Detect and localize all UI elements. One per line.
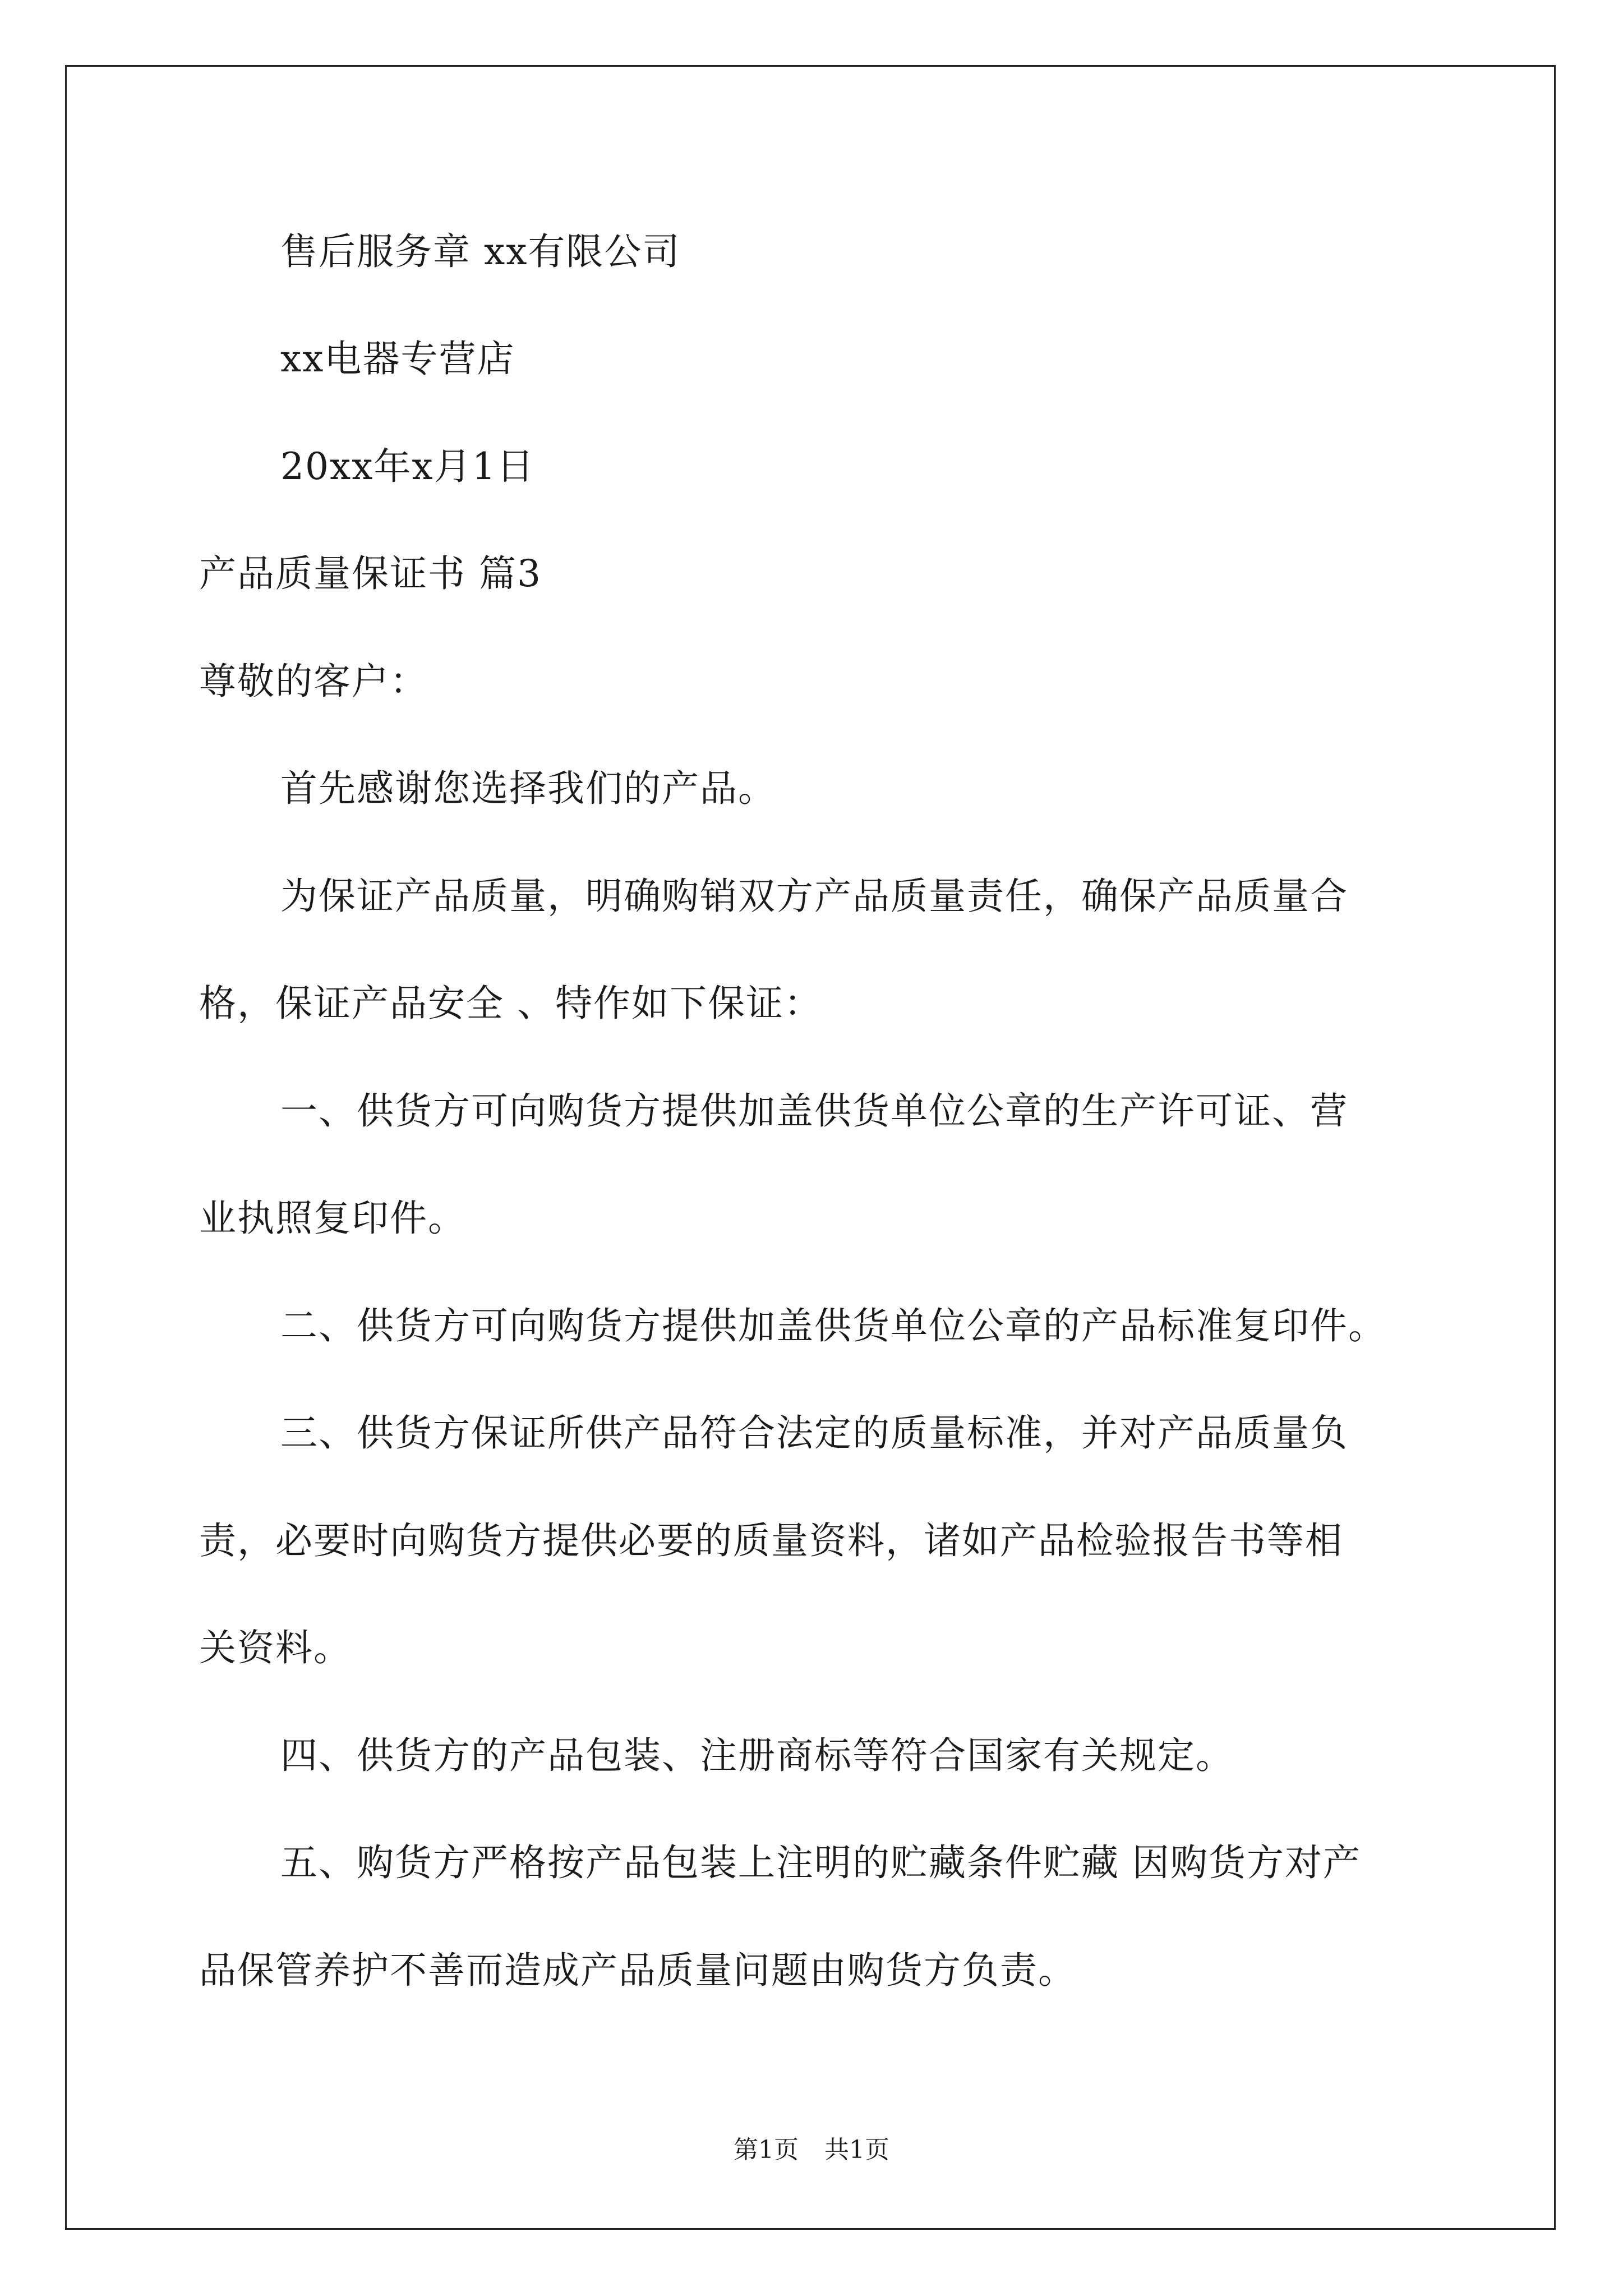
paragraph-line: 关资料。 <box>199 1626 352 1669</box>
paragraph-line: 三、供货方保证所供产品符合法定的质量标准，并对产品质量负 <box>280 1411 1348 1455</box>
page-frame <box>65 65 1556 2230</box>
paragraph-line: 四、供货方的产品包装、注册商标等符合国家有关规定。 <box>280 1734 1234 1777</box>
page-total: 共1页 <box>824 2136 889 2164</box>
salutation: 尊敬的客户： <box>199 660 428 703</box>
paragraph-line: 责，必要时向购货方提供必要的质量资料，诸如产品检验报告书等相 <box>199 1519 1343 1562</box>
page-footer <box>0 2134 1623 2166</box>
store-line: xx电器专营店 <box>280 337 515 380</box>
section-title: 产品质量保证书 篇3 <box>199 552 542 595</box>
paragraph-line: 品保管养护不善而造成产品质量问题由购货方负责。 <box>199 1949 1076 1992</box>
date-line: 20xx年x月1日 <box>280 445 535 488</box>
page-number: 第1页 <box>734 2136 799 2164</box>
paragraph-line: 首先感谢您选择我们的产品。 <box>280 767 776 810</box>
paragraph-line: 为保证产品质量，明确购销双方产品质量责任，确保产品质量合 <box>280 875 1348 918</box>
paragraph-line: 一、供货方可向购货方提供加盖供货单位公章的生产许可证、营 <box>280 1089 1348 1133</box>
paragraph-line: 格，保证产品安全 、特作如下保证： <box>199 982 822 1025</box>
seal-line: 售后服务章 xx有限公司 <box>280 230 681 273</box>
paragraph-line: 五、购货方严格按产品包装上注明的贮藏条件贮藏 因购货方对产 <box>280 1841 1361 1884</box>
paragraph-line: 二、供货方可向购货方提供加盖供货单位公章的产品标准复印件。 <box>280 1304 1386 1347</box>
paragraph-line: 业执照复印件。 <box>199 1197 466 1240</box>
